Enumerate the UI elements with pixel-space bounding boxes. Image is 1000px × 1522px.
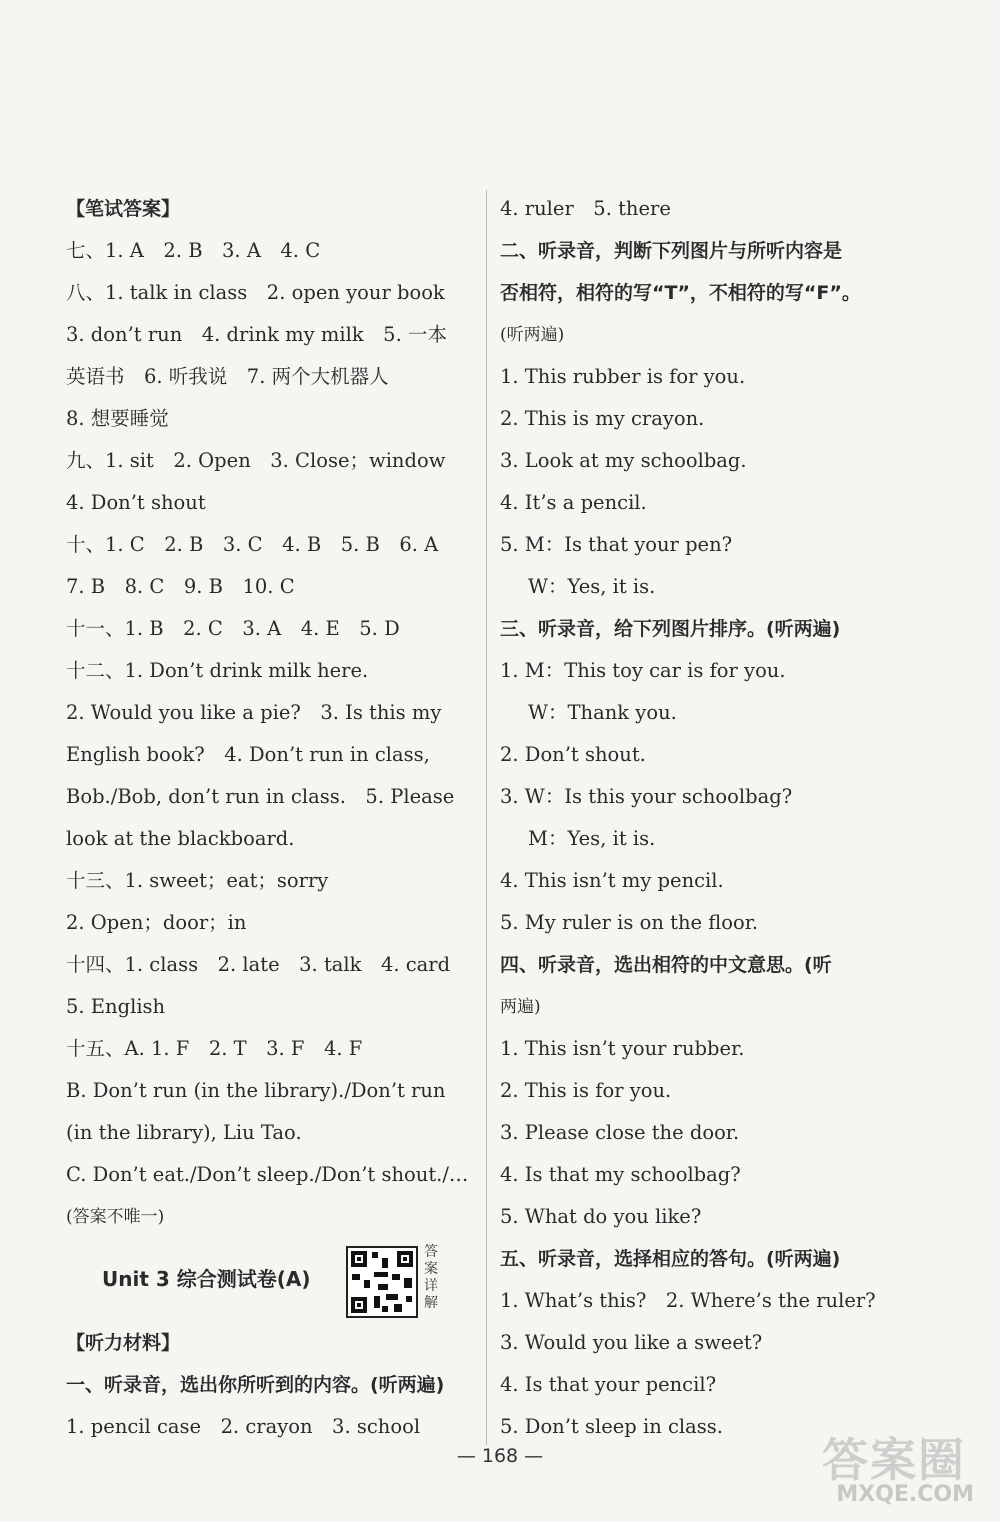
listening-section-1-items: 1. pencil case 2. crayon 3. school (66, 1415, 421, 1438)
qr-label: 答案详解 (424, 1244, 438, 1311)
answer-note: (答案不唯一) (66, 1207, 165, 1227)
section-3-item-3: 3. W：Is this your schoolbag? (500, 785, 793, 808)
answer-line-9b: 4. Don’t shout (66, 491, 206, 514)
answer-line-15d: C. Don’t eat./Don’t sleep./Don’t shout./… (66, 1163, 469, 1186)
qr-code-icon[interactable] (346, 1246, 418, 1318)
section-2-item-4: 4. It’s a pencil. (500, 491, 647, 514)
answer-line-13a: 十三、1. sweet；eat；sorry (66, 869, 329, 892)
section-2-title-b: 否相符，相符的写“T”，不相符的写“F”。 (500, 282, 861, 304)
watermark-main: 答案圈 (822, 1433, 966, 1487)
answer-line-13b: 2. Open；door；in (66, 911, 247, 934)
right-column (500, 188, 920, 1448)
section-3-item-3-reply: M：Yes, it is. (528, 827, 656, 850)
section-5-items-a: 1. What’s this? 2. Where’s the ruler? (500, 1289, 876, 1312)
answer-line-15c: (in the library), Liu Tao. (66, 1121, 302, 1144)
section-1-items-cont: 4. ruler 5. there (500, 197, 671, 220)
unit-title-row (66, 1238, 476, 1322)
section-2-item-5: 5. M：Is that your pen? (500, 533, 733, 556)
section-2-item-2: 2. This is my crayon. (500, 407, 705, 430)
section-2-title-a: 二、听录音，判断下列图片与所听内容是 (500, 240, 843, 262)
section-4-item-1: 1. This isn’t your rubber. (500, 1037, 745, 1060)
answer-line-10b: 7. B 8. C 9. B 10. C (66, 575, 295, 598)
answer-line-12e: look at the blackboard. (66, 827, 295, 850)
answer-line-14a: 十四、1. class 2. late 3. talk 4. card (66, 953, 451, 976)
section-2-item-3: 3. Look at my schoolbag. (500, 449, 747, 472)
answer-line-11: 十一、1. B 2. C 3. A 4. E 5. D (66, 617, 400, 640)
answer-line-10a: 十、1. C 2. B 3. C 4. B 5. B 6. A (66, 533, 439, 556)
written-answers-header: 【笔试答案】 (66, 198, 181, 220)
section-5-item-5: 5. Don’t sleep in class. (500, 1415, 723, 1438)
section-3-item-2: 2. Don’t shout. (500, 743, 646, 766)
section-2-item-5-reply: W：Yes, it is. (528, 575, 656, 598)
section-2-title-c: (听两遍) (500, 325, 565, 345)
section-4-item-3: 3. Please close the door. (500, 1121, 740, 1144)
answer-line-14b: 5. English (66, 995, 166, 1018)
answer-line-8b: 3. don’t run 4. drink my milk 5. 一本 (66, 323, 447, 346)
answer-line-15a: 十五、A. 1. F 2. T 3. F 4. F (66, 1037, 363, 1060)
section-4-item-2: 2. This is for you. (500, 1079, 672, 1102)
answer-line-8d: 8. 想要睡觉 (66, 407, 169, 430)
section-5-title: 五、听录音，选择相应的答句。(听两遍) (500, 1248, 841, 1270)
section-3-item-4: 4. This isn’t my pencil. (500, 869, 724, 892)
answer-line-7: 七、1. A 2. B 3. A 4. C (66, 239, 321, 262)
listening-section-1-title: 一、听录音，选出你所听到的内容。(听两遍) (66, 1374, 445, 1396)
watermark-url: MXQE.COM (836, 1482, 974, 1507)
section-3-item-1-reply: W：Thank you. (528, 701, 677, 724)
page-number: — 168 — (456, 1445, 544, 1467)
unit-title: Unit 3 综合测试卷(A) (102, 1267, 311, 1291)
answer-line-12c: English book? 4. Don’t run in class, (66, 743, 430, 766)
section-3-item-5: 5. My ruler is on the floor. (500, 911, 759, 934)
answer-line-8c: 英语书 6. 听我说 7. 两个大机器人 (66, 365, 389, 388)
answer-line-12b: 2. Would you like a pie? 3. Is this my (66, 701, 442, 724)
answer-line-12a: 十二、1. Don’t drink milk here. (66, 659, 369, 682)
answer-line-15b: B. Don’t run (in the library)./Don’t run (66, 1079, 446, 1102)
section-5-item-3: 3. Would you like a sweet? (500, 1331, 763, 1354)
section-4-title-a: 四、听录音，选出相符的中文意思。(听 (500, 954, 832, 976)
section-5-item-4: 4. Is that your pencil? (500, 1373, 717, 1396)
answer-line-9a: 九、1. sit 2. Open 3. Close；window (66, 449, 446, 472)
column-divider (486, 190, 487, 1445)
section-3-item-1: 1. M：This toy car is for you. (500, 659, 786, 682)
left-column (66, 188, 476, 1448)
listening-header: 【听力材料】 (66, 1332, 181, 1354)
answer-line-12d: Bob./Bob, don’t run in class. 5. Please (66, 785, 455, 808)
section-4-item-4: 4. Is that my schoolbag? (500, 1163, 741, 1186)
answer-line-8a: 八、1. talk in class 2. open your book (66, 281, 445, 304)
section-2-item-1: 1. This rubber is for you. (500, 365, 746, 388)
section-3-title: 三、听录音，给下列图片排序。(听两遍) (500, 618, 841, 640)
section-4-title-b: 两遍) (500, 997, 541, 1017)
watermark-logo (774, 1420, 984, 1515)
section-4-item-5: 5. What do you like? (500, 1205, 702, 1228)
